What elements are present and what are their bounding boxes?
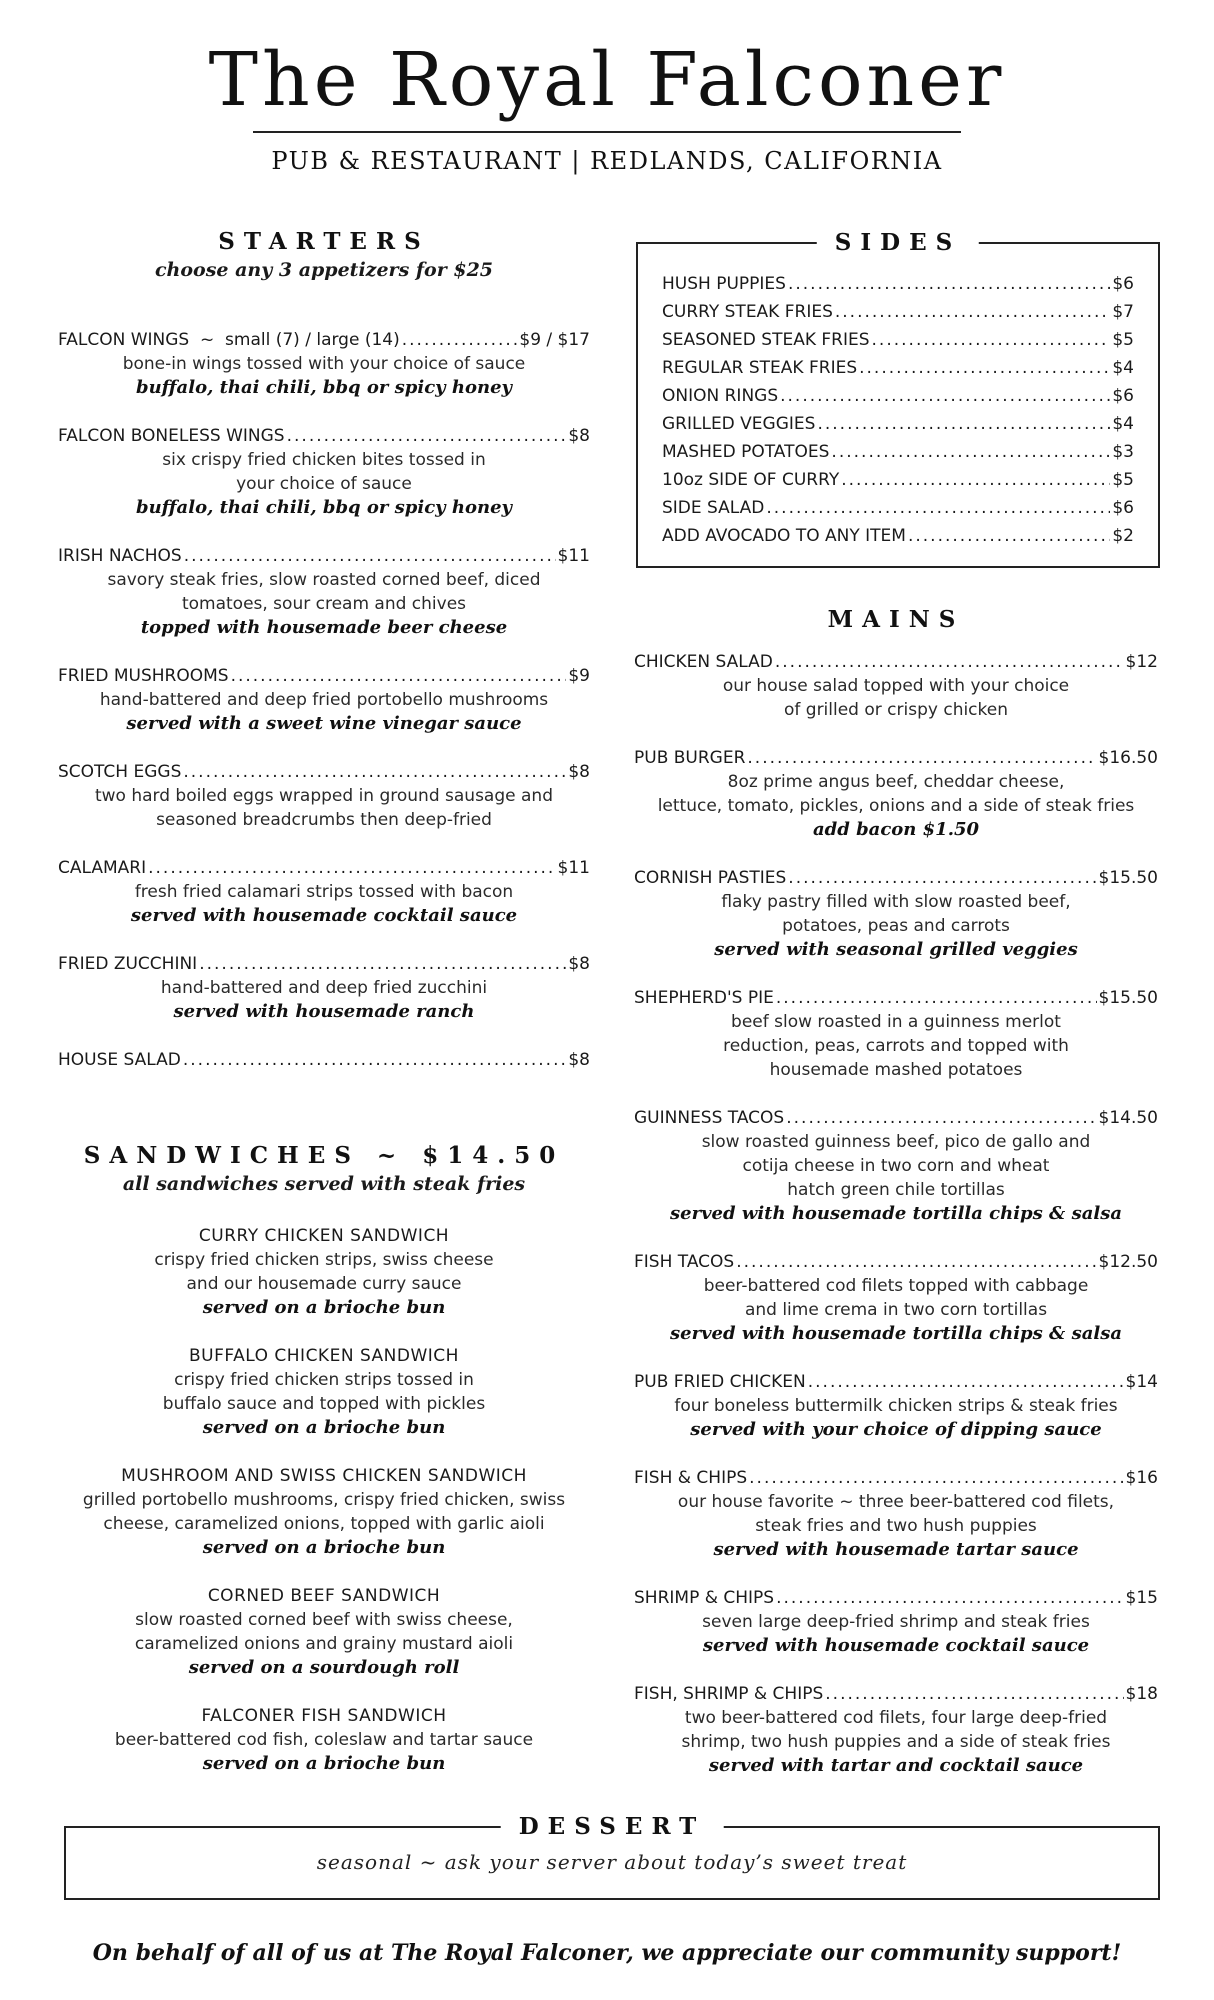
list-item <box>662 466 1134 494</box>
item-description: six crispy fried chicken bites tossed in <box>162 450 486 470</box>
list-item <box>662 354 1134 382</box>
item-description: tomatoes, sour cream and chives <box>181 594 467 614</box>
dot-leader <box>402 328 518 352</box>
item-description: slow roasted guinness beef, pico de gallo and <box>701 1132 1091 1152</box>
dot-leader <box>780 382 1110 410</box>
item-description: hand-battered and deep fried portobello mushrooms <box>99 690 549 710</box>
list-item <box>662 382 1134 410</box>
item-note: served with housemade tortilla chips & salsa <box>670 1323 1122 1344</box>
item-description: hatch green chile tortillas <box>787 1180 1005 1200</box>
starters-subtitle: choose any 3 appetizers for $25 <box>154 259 494 281</box>
item-note: served with a sweet wine vinegar sauce <box>126 713 522 734</box>
item-name: FALCON WINGS ~ small (7) / large (14) <box>58 330 400 350</box>
item-name: ADD AVOCADO TO ANY ITEM <box>662 526 906 546</box>
item-note: served with housemade tartar sauce <box>713 1539 1079 1560</box>
item-price: $8 <box>568 426 590 446</box>
dot-leader <box>776 1586 1123 1610</box>
item-note: add bacon $1.50 <box>812 819 980 840</box>
item-name: SHEPHERD'S PIE <box>634 988 774 1008</box>
item-name: CURRY STEAK FRIES <box>662 302 833 322</box>
item-price: $14.50 <box>1098 1108 1158 1128</box>
menu-item <box>58 328 590 400</box>
menu-header <box>0 0 1214 175</box>
item-note: served with housemade tortilla chips & salsa <box>670 1203 1122 1224</box>
dot-leader <box>184 544 556 568</box>
item-name: MASHED POTATOES <box>662 442 830 462</box>
dot-leader <box>287 424 567 448</box>
item-description: beer-battered cod fish, coleslaw and tartar sauce <box>114 1730 534 1750</box>
item-note: served on a brioche bun <box>202 1753 446 1774</box>
main-item <box>634 650 1158 722</box>
item-price: $5 <box>1112 470 1134 490</box>
item-description: two beer-battered cod filets, four large deep-fried <box>684 1708 1108 1728</box>
starters-list <box>58 328 590 400</box>
item-description: crispy fried chicken strips, swiss cheese <box>154 1250 494 1270</box>
dessert-text: seasonal ~ ask your server about today’s sweet treat <box>316 1850 908 1874</box>
dot-leader <box>831 438 1110 466</box>
item-note: served on a brioche bun <box>202 1537 446 1558</box>
dot-leader <box>788 270 1110 298</box>
dot-leader <box>872 326 1111 354</box>
main-item <box>634 866 1158 962</box>
item-note: served with housemade ranch <box>173 1001 475 1022</box>
sandwich-item <box>58 1344 590 1440</box>
item-name: CALAMARI <box>58 858 147 878</box>
item-name: FALCONER FISH SANDWICH <box>201 1706 447 1726</box>
item-description: four boneless buttermilk chicken strips & steak fries <box>674 1396 1118 1416</box>
item-name: GRILLED VEGGIES <box>662 414 816 434</box>
item-description: our house favorite ~ three beer-battered cod filets, <box>677 1492 1115 1512</box>
item-note: served with seasonal grilled veggies <box>714 939 1078 960</box>
item-price: $12.50 <box>1098 1252 1158 1272</box>
item-description: grilled portobello mushrooms, crispy fried chicken, swiss <box>82 1490 566 1510</box>
sandwiches-subtitle: all sandwiches served with steak fries <box>122 1173 526 1195</box>
dot-leader <box>747 746 1096 770</box>
dot-leader <box>786 1106 1096 1130</box>
item-description: housemade mashed potatoes <box>769 1060 1023 1080</box>
item-price: $14 <box>1125 1372 1158 1392</box>
item-note: served on a brioche bun <box>202 1417 446 1438</box>
mains-section <box>634 606 1158 633</box>
item-description: beer-battered cod filets topped with cabbage <box>703 1276 1089 1296</box>
item-description: our house salad topped with your choice <box>722 676 1070 696</box>
list-item <box>662 438 1134 466</box>
starters-list-2 <box>58 424 590 520</box>
main-item <box>634 746 1158 842</box>
sandwiches-title: SANDWICHES ~ $14.50 <box>83 1142 565 1169</box>
item-description: crispy fried chicken strips tossed in <box>174 1370 474 1390</box>
starters-list-7 <box>58 952 590 1024</box>
item-name: FRIED ZUCCHINI <box>58 954 198 974</box>
item-note: served with your choice of dipping sauce <box>690 1419 1102 1440</box>
item-price: $9 / $17 <box>519 330 590 350</box>
item-price: $4 <box>1112 414 1134 434</box>
item-price: $11 <box>557 858 590 878</box>
item-price: $11 <box>557 546 590 566</box>
starters-list-6 <box>58 856 590 928</box>
restaurant-name: The Royal Falconer <box>208 37 1006 123</box>
main-item <box>634 1682 1158 1778</box>
item-description: buffalo sauce and topped with pickles <box>162 1394 486 1414</box>
item-name: CHICKEN SALAD <box>634 652 773 672</box>
item-price: $7 <box>1112 302 1134 322</box>
item-name: GUINNESS TACOS <box>634 1108 785 1128</box>
item-name: SEASONED STEAK FRIES <box>662 330 870 350</box>
starters-title: STARTERS <box>218 228 430 255</box>
dot-leader <box>749 1466 1123 1490</box>
item-name: CORNISH PASTIES <box>634 868 787 888</box>
item-description: flaky pastry filled with slow roasted beef, <box>721 892 1071 912</box>
item-description: and our housemade curry sauce <box>186 1274 462 1294</box>
menu-item <box>58 544 590 640</box>
main-item <box>634 986 1158 1082</box>
item-description: reduction, peas, carrots and topped with <box>723 1036 1069 1056</box>
dot-leader <box>788 866 1096 890</box>
item-name: SHRIMP & CHIPS <box>634 1588 775 1608</box>
item-note: served with housemade cocktail sauce <box>130 905 518 926</box>
dot-leader <box>148 856 555 880</box>
item-price: $9 <box>568 666 590 686</box>
item-price: $16.50 <box>1098 748 1158 768</box>
item-description: savory steak fries, slow roasted corned beef, diced <box>107 570 541 590</box>
dot-leader <box>183 760 566 784</box>
starters-list-5 <box>58 760 590 832</box>
item-description: hand-battered and deep fried zucchini <box>160 978 488 998</box>
item-name: 10oz SIDE OF CURRY <box>662 470 840 490</box>
item-name: FRIED MUSHROOMS <box>58 666 229 686</box>
item-description: shrimp, two hush puppies and a side of steak fries <box>681 1732 1111 1752</box>
dot-leader <box>908 522 1110 550</box>
main-item <box>634 1466 1158 1562</box>
item-description: lettuce, tomato, pickles, onions and a side of steak fries <box>657 796 1135 816</box>
sandwich-item <box>58 1704 590 1776</box>
item-price: $6 <box>1112 274 1134 294</box>
item-description: seven large deep-fried shrimp and steak fries <box>702 1612 1090 1632</box>
list-item <box>662 326 1134 354</box>
item-description: potatoes, peas and carrots <box>782 916 1010 936</box>
item-name: ONION RINGS <box>662 386 779 406</box>
starters-section <box>58 228 590 281</box>
sides-title: SIDES <box>817 229 979 256</box>
mains-title: MAINS <box>827 606 965 633</box>
menu-item <box>58 1048 590 1072</box>
item-name: IRISH NACHOS <box>58 546 182 566</box>
item-name: FISH TACOS <box>634 1252 735 1272</box>
dot-leader <box>859 354 1110 382</box>
item-price: $8 <box>568 954 590 974</box>
item-description: your choice of sauce <box>236 474 412 494</box>
dot-leader <box>841 466 1110 494</box>
dot-leader <box>775 650 1124 674</box>
dot-leader <box>183 1048 566 1072</box>
item-note: buffalo, thai chili, bbq or spicy honey <box>136 377 512 398</box>
sandwiches-section <box>58 1142 590 1195</box>
item-description: cotija cheese in two corn and wheat <box>742 1156 1050 1176</box>
menu-item <box>58 760 590 832</box>
closing-message: On behalf of all of us at The Royal Falconer, we appreciate our community support! <box>92 1940 1122 1966</box>
item-description: cheese, caramelized onions, topped with garlic aioli <box>103 1514 545 1534</box>
menu-item <box>58 952 590 1024</box>
sandwich-item <box>58 1464 590 1560</box>
list-item <box>662 494 1134 522</box>
item-price: $8 <box>568 1050 590 1070</box>
item-price: $15.50 <box>1098 868 1158 888</box>
item-price: $4 <box>1112 358 1134 378</box>
item-name: SCOTCH EGGS <box>58 762 182 782</box>
menu-item <box>58 664 590 736</box>
item-name: FISH, SHRIMP & CHIPS <box>634 1684 824 1704</box>
item-description: bone-in wings tossed with your choice of sauce <box>122 354 526 374</box>
item-note: served with tartar and cocktail sauce <box>708 1755 1084 1776</box>
item-note: served on a sourdough roll <box>188 1657 460 1678</box>
dot-leader <box>736 1250 1096 1274</box>
item-name: FISH & CHIPS <box>634 1468 748 1488</box>
item-description: slow roasted corned beef with swiss cheese, <box>135 1610 513 1630</box>
item-note: served with housemade cocktail sauce <box>702 1635 1090 1656</box>
sides-list <box>662 270 1134 550</box>
item-name: HUSH PUPPIES <box>662 274 786 294</box>
item-name: FALCON BONELESS WINGS <box>58 426 285 446</box>
list-item <box>662 522 1134 550</box>
item-price: $18 <box>1125 1684 1158 1704</box>
item-name: CORNED BEEF SANDWICH <box>207 1586 441 1606</box>
header-divider <box>253 131 961 133</box>
list-item <box>662 410 1134 438</box>
menu-item <box>58 856 590 928</box>
menu-item <box>58 424 590 520</box>
dot-leader <box>231 664 567 688</box>
item-description: beef slow roasted in a guinness merlot <box>731 1012 1061 1032</box>
item-price: $2 <box>1112 526 1134 546</box>
item-description: caramelized onions and grainy mustard aioli <box>134 1634 514 1654</box>
item-description: seasoned breadcrumbs then deep-fried <box>156 810 492 830</box>
sandwich-item <box>58 1584 590 1680</box>
main-item <box>634 1586 1158 1658</box>
item-price: $6 <box>1112 498 1134 518</box>
starters-list-3 <box>58 544 590 640</box>
dot-leader <box>766 494 1110 522</box>
item-note: served on a brioche bun <box>202 1297 446 1318</box>
item-description: of grilled or crispy chicken <box>783 700 1009 720</box>
item-name: MUSHROOM AND SWISS CHICKEN SANDWICH <box>121 1466 527 1486</box>
item-description: steak fries and two hush puppies <box>755 1516 1037 1536</box>
sandwich-item <box>58 1224 590 1320</box>
list-item <box>662 298 1134 326</box>
main-item <box>634 1106 1158 1226</box>
dot-leader <box>825 1682 1123 1706</box>
item-price: $5 <box>1112 330 1134 350</box>
item-note: buffalo, thai chili, bbq or spicy honey <box>136 497 512 518</box>
item-name: CURRY CHICKEN SANDWICH <box>198 1226 450 1246</box>
item-price: $15.50 <box>1098 988 1158 1008</box>
item-price: $16 <box>1125 1468 1158 1488</box>
item-description: 8oz prime angus beef, cheddar cheese, <box>727 772 1065 792</box>
sides-box <box>636 229 1160 568</box>
dessert-title: DESSERT <box>501 1813 724 1840</box>
list-item <box>662 270 1134 298</box>
item-price: $3 <box>1112 442 1134 462</box>
item-name: HOUSE SALAD <box>58 1050 181 1070</box>
starters-list-4 <box>58 664 590 736</box>
item-description: two hard boiled eggs wrapped in ground sausage and <box>94 786 553 806</box>
item-price: $15 <box>1125 1588 1158 1608</box>
dot-leader <box>808 1370 1124 1394</box>
item-price: $6 <box>1112 386 1134 406</box>
dot-leader <box>835 298 1110 326</box>
item-name: PUB BURGER <box>634 748 746 768</box>
item-description: fresh fried calamari strips tossed with bacon <box>134 882 514 902</box>
starters-list-8 <box>58 1048 590 1072</box>
item-name: PUB FRIED CHICKEN <box>634 1372 806 1392</box>
item-name: REGULAR STEAK FRIES <box>662 358 858 378</box>
main-item <box>634 1250 1158 1346</box>
item-description: and lime crema in two corn tortillas <box>744 1300 1048 1320</box>
item-note: topped with housemade beer cheese <box>140 617 508 638</box>
dessert-box <box>64 1813 1160 1900</box>
restaurant-tagline: PUB & RESTAURANT | REDLANDS, CALIFORNIA <box>271 147 943 176</box>
item-price: $12 <box>1125 652 1158 672</box>
dot-leader <box>199 952 566 976</box>
dot-leader <box>817 410 1110 438</box>
item-price: $8 <box>568 762 590 782</box>
dot-leader <box>776 986 1097 1010</box>
item-name: SIDE SALAD <box>662 498 765 518</box>
main-item <box>634 1370 1158 1442</box>
item-name: BUFFALO CHICKEN SANDWICH <box>189 1346 459 1366</box>
